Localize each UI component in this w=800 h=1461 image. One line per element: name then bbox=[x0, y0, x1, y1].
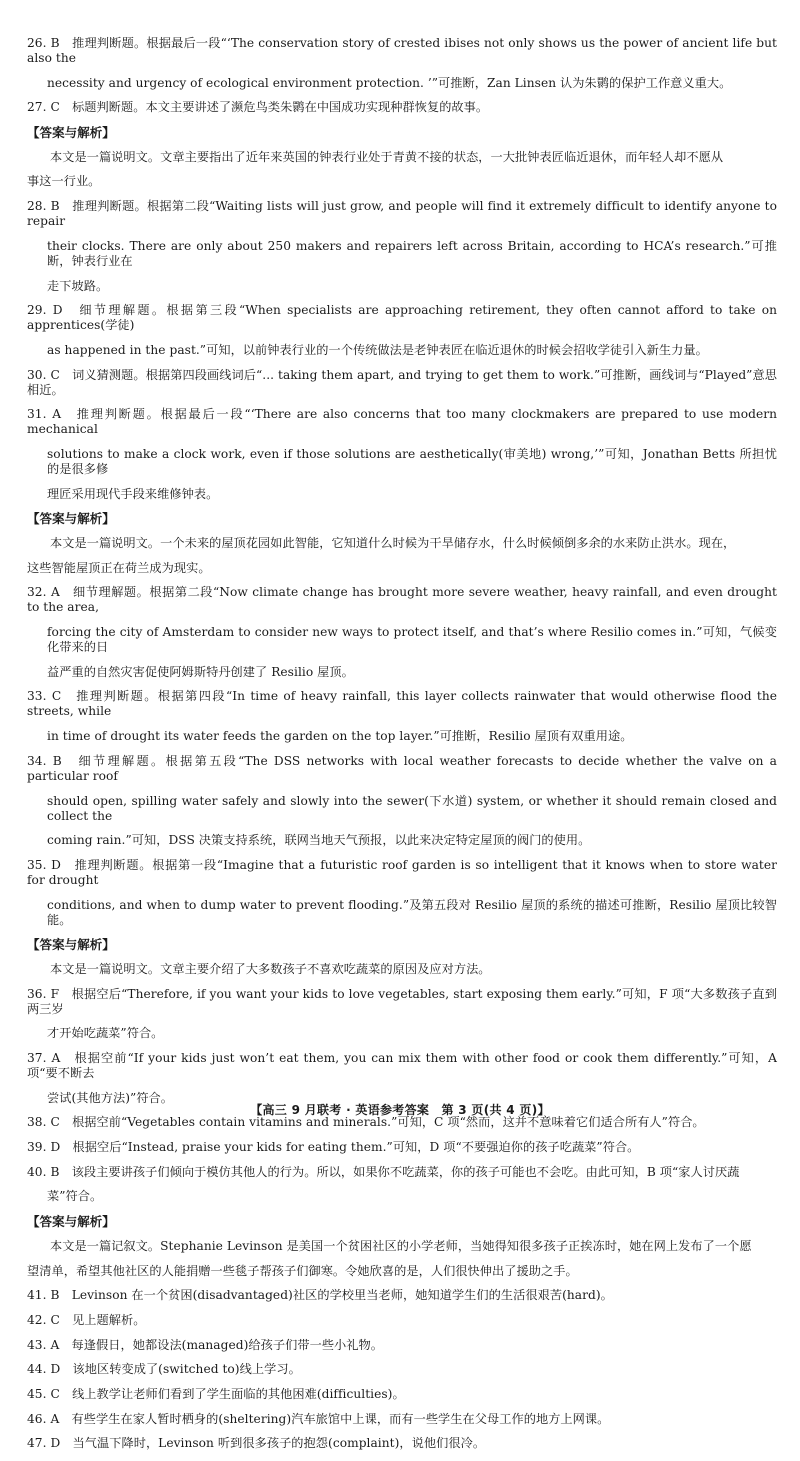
text-line: 43. A 每逢假日，她都设法(managed)给孩子们带一些小礼物。 bbox=[27, 1337, 384, 1352]
text-line: 益严重的自然灾害促使阿姆斯特丹创建了 Resilio 屋顶。 bbox=[47, 664, 354, 679]
text-line: 45. C 线上教学让老师们看到了学生面临的其他困难(difficulties)。 bbox=[27, 1386, 405, 1401]
text-line: 理匠采用现代手段来维修钟表。 bbox=[47, 486, 219, 501]
answer-key-page bbox=[27, 36, 777, 1461]
text-line: 39. D 根据空后“Instead, praise your kids for eating them.”可知，D 项“不要强迫你的孩子吃蔬菜”符合。 bbox=[27, 1140, 640, 1155]
text-line: 46. A 有些学生在家人暂时栖身的(sheltering)汽车旅馆中上课，而有一些学生在父母工作的地方上网课。 bbox=[27, 1411, 610, 1426]
text-line: 34. B 细节理解题。根据第五段“The DSS networks with local weather forecasts to decide whether the valve on a particular roof bbox=[27, 753, 777, 783]
text-line: necessity and urgency of ecological environment protection. ’”可推断，Zan Linsen 认为朱鹮的保护工作意义重大。 bbox=[47, 75, 732, 90]
text-line: 29. D 细节理解题。根据第三段“When specialists are approaching retirement, they often cannot afford to take on apprentices(学徒) bbox=[27, 303, 777, 333]
page-footer: 【高三 9 月联考 · 英语参考答案 第 3 页(共 4 页)】 bbox=[250, 1103, 550, 1117]
text-line: 本文是一篇说明文。文章主要介绍了大多数孩子不喜欢吃蔬菜的原因及应对方法。 bbox=[50, 961, 491, 976]
section-heading: 【答案与解析】 bbox=[27, 125, 115, 141]
text-line: 本文是一篇记叙文。Stephanie Levinson 是美国一个贫困社区的小学老师，当她得知很多孩子正挨冻时，她在网上发布了一个愿 bbox=[50, 1238, 752, 1253]
section-heading: 【答案与解析】 bbox=[27, 937, 115, 953]
text-line: coming rain.”可知，DSS 决策支持系统，联网当地天气预报，以此来决定特定屋顶的阀门的使用。 bbox=[47, 833, 591, 848]
text-line: solutions to make a clock work, even if those solutions are aesthetically(审美地) wrong,’”可知，Jonathan Betts 所担忧的是很多修 bbox=[47, 446, 777, 476]
text-line: 本文是一篇说明文。一个未来的屋顶花园如此智能，它知道什么时候为干旱储存水，什么时候倾倒多余的水来防止洪水。现在， bbox=[50, 536, 736, 550]
text-line: 31. A 推理判断题。根据最后一段“‘There are also concerns that too many clockmakers are prepared to use modern mechanical bbox=[27, 407, 777, 437]
text-line: 菜”符合。 bbox=[47, 1189, 103, 1204]
text-line: 事这一行业。 bbox=[27, 174, 101, 189]
text-line: 才开始吃蔬菜”符合。 bbox=[47, 1026, 164, 1041]
text-line: 走下坡路。 bbox=[47, 278, 109, 293]
text-line: should open, spilling water safely and slowly into the sewer(下水道) system, or whether it should remain closed and collect the bbox=[47, 793, 777, 823]
text-line: 27. C 标题判断题。本文主要讲述了濒危鸟类朱鹮在中国成功实现种群恢复的故事。 bbox=[27, 100, 489, 115]
text-line: 26. B 推理判断题。根据最后一段“‘The conservation story of crested ibises not only shows us the power of ancient life but also the bbox=[27, 36, 777, 65]
section-heading: 【答案与解析】 bbox=[27, 1214, 115, 1230]
text-line: 35. D 推理判断题。根据第一段“Imagine that a futuristic roof garden is so intelligent that it knows when to store water for drought bbox=[27, 857, 777, 887]
text-line: 33. C 推理判断题。根据第四段“In time of heavy rainfall, this layer collects rainwater that would otherwise flood the streets, while bbox=[27, 689, 777, 719]
section-heading: 【答案与解析】 bbox=[27, 511, 115, 527]
text-line: 望清单，希望其他社区的人能捐赠一些毯子帮孩子们御寒。令她欣喜的是，人们很快伸出了援助之手。 bbox=[27, 1263, 578, 1278]
text-line: 44. D 该地区转变成了(switched to)线上学习。 bbox=[27, 1362, 301, 1377]
text-line: 41. B Levinson 在一个贫困(disadvantaged)社区的学校里当老师，她知道学生们的生活很艰苦(hard)。 bbox=[27, 1288, 613, 1303]
text-line: 30. C 词义猜测题。根据第四段画线词后“... taking them apart, and trying to get them to work.”可推断，画线词与“Played”意思相近。 bbox=[27, 367, 777, 397]
text-line: 36. F 根据空后“Therefore, if you want your kids to love vegetables, start exposing them early.”可知，F 项“大多数孩子直到两三岁 bbox=[27, 986, 777, 1016]
text-line: 47. D 当气温下降时，Levinson 听到很多孩子的抱怨(complaint)，说他们很冷。 bbox=[27, 1436, 486, 1451]
text-line: 38. C 根据空前“Vegetables contain vitamins and minerals.”可知，C 项“然而，这并不意味着它们适合所有人”符合。 bbox=[27, 1115, 705, 1130]
text-line: 尝试(其他方法)”符合。 bbox=[47, 1090, 174, 1105]
text-line: as happened in the past.”可知，以前钟表行业的一个传统做法是老钟表匠在临近退休的时候会招收学徒引入新生力量。 bbox=[47, 342, 708, 357]
text-line: conditions, and when to dump water to prevent flooding.”及第五段对 Resilio 屋顶的系统的描述可推断，Resilio 屋顶比较智能。 bbox=[47, 897, 777, 927]
text-line: 这些智能屋顶正在荷兰成为现实。 bbox=[27, 560, 211, 575]
text-line: their clocks. There are only about 250 makers and repairers left across Britain, according to HCA’s research.”可推断，钟表行业在 bbox=[47, 238, 777, 268]
text-line: 28. B 推理判断题。根据第二段“Waiting lists will just grow, and people will find it extremely difficult to identify anyone to repair bbox=[27, 199, 777, 229]
text-line: 32. A 细节理解题。根据第二段“Now climate change has brought more severe weather, heavy rainfall, and even drought to the area, bbox=[27, 585, 777, 615]
text-line: 42. C 见上题解析。 bbox=[27, 1312, 146, 1327]
text-line: 40. B 该段主要讲孩子们倾向于模仿其他人的行为。所以，如果你不吃蔬菜，你的孩子可能也不会吃。由此可知，B 项“家人讨厌蔬 bbox=[27, 1164, 740, 1179]
text-line: in time of drought its water feeds the garden on the top layer.”可推断，Resilio 屋顶有双重用途。 bbox=[47, 729, 633, 744]
text-line: 37. A 根据空前“If your kids just won’t eat them, you can mix them with other food or cook them differently.”可知，A 项“要不断去 bbox=[27, 1051, 777, 1080]
text-line: forcing the city of Amsterdam to consider new ways to protect itself, and that’s where Resilio comes in.”可知，气候变化带来的日 bbox=[47, 625, 777, 655]
text-line: 本文是一篇说明文。文章主要指出了近年来英国的钟表行业处于青黄不接的状态，一大批钟表匠临近退休，而年轻人却不愿从 bbox=[50, 149, 724, 164]
